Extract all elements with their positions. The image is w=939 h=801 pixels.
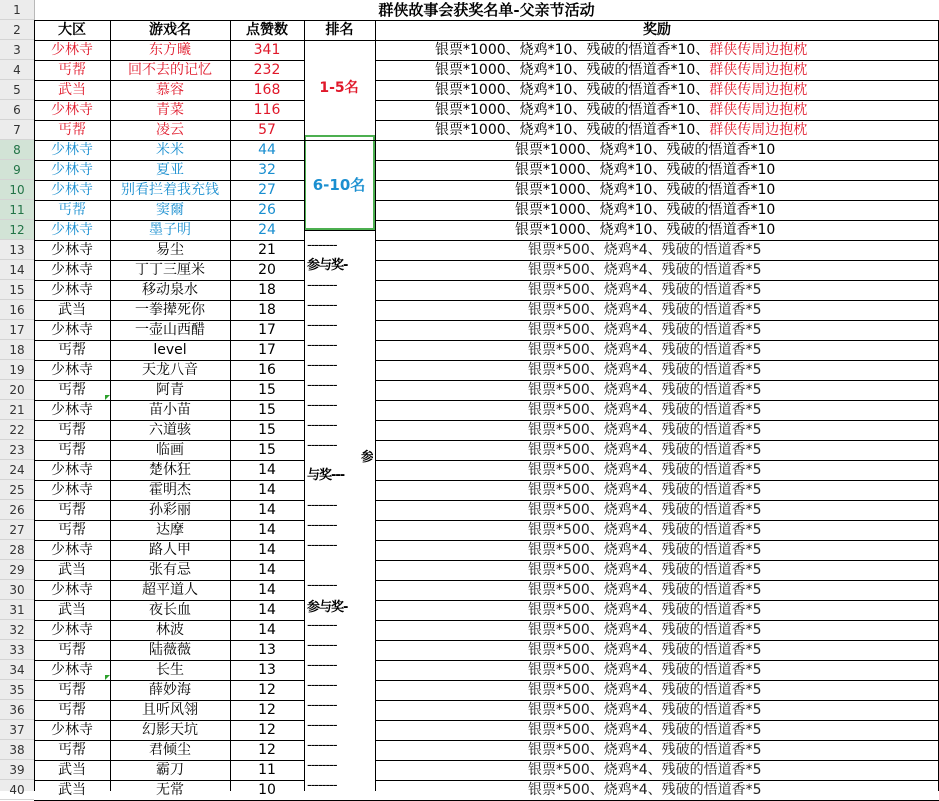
row-number[interactable]: 3 <box>0 40 34 60</box>
cell-game-name[interactable]: 君倾尘 <box>149 742 191 758</box>
reward-pillow-text: 群侠传周边抱枕 <box>709 82 808 98</box>
cell-marker-icon <box>105 395 110 400</box>
cell-likes[interactable]: 232 <box>253 62 281 78</box>
cell-reward[interactable]: 银票*500、烧鸡*4、残破的悟道香*5 <box>528 282 762 298</box>
rank-dash-text: -------- <box>307 658 337 673</box>
cell-likes[interactable]: 44 <box>258 142 276 158</box>
cell-likes[interactable]: 15 <box>258 382 276 398</box>
row-number[interactable]: 33 <box>0 640 34 660</box>
cell-region[interactable]: 少林寺 <box>51 42 93 58</box>
cell-reward[interactable]: 银票*500、烧鸡*4、残破的悟道香*5 <box>528 542 762 558</box>
reward-pillow-text: 群侠传周边抱枕 <box>709 62 808 78</box>
row-number[interactable]: 19 <box>0 360 34 380</box>
rank-dash-text: -------- <box>307 278 337 293</box>
rank-dash-text: -------- <box>307 498 337 513</box>
cell-reward[interactable]: 银票*500、烧鸡*4、残破的悟道香*5 <box>528 382 762 398</box>
cell-region[interactable]: 丐帮 <box>58 122 86 138</box>
cell-reward[interactable]: 银票*500、烧鸡*4、残破的悟道香*5 <box>528 562 762 578</box>
cell-region[interactable]: 丐帮 <box>58 202 86 218</box>
cell-likes[interactable]: 20 <box>258 262 276 278</box>
cell-region[interactable]: 少林寺 <box>51 182 93 198</box>
rank-label-top10[interactable]: 6-10名 <box>312 176 366 194</box>
cell-likes[interactable]: 14 <box>258 582 276 598</box>
row-number[interactable]: 6 <box>0 100 34 120</box>
cell-likes[interactable]: 14 <box>258 462 276 478</box>
cell-likes[interactable]: 18 <box>258 282 276 298</box>
cell-reward[interactable]: 银票*500、烧鸡*4、残破的悟道香*5 <box>528 582 762 598</box>
cell-game-name[interactable]: 孙彩丽 <box>149 502 191 518</box>
reward-text: 银票*1000、烧鸡*10、残破的悟道香*10、 <box>435 82 710 98</box>
rank-label-participation: 参与奖- <box>307 258 348 273</box>
cell-game-name[interactable]: 达摩 <box>156 522 184 538</box>
cell-likes[interactable]: 17 <box>258 342 276 358</box>
cell-likes[interactable]: 12 <box>258 742 276 758</box>
cell-game-name[interactable]: 霸刀 <box>156 762 184 778</box>
reward-text: 银票*1000、烧鸡*10、残破的悟道香*10、 <box>435 102 710 118</box>
cell-region[interactable]: 丐帮 <box>58 642 86 658</box>
row-number[interactable]: 36 <box>0 700 34 720</box>
selected-cell-range[interactable] <box>304 135 375 230</box>
cell-likes[interactable]: 24 <box>258 222 276 238</box>
cell-region[interactable]: 少林寺 <box>51 262 93 278</box>
row-number[interactable]: 11 <box>0 200 34 220</box>
cell-reward[interactable]: 银票*500、烧鸡*4、残破的悟道香*5 <box>528 762 762 778</box>
row-number[interactable]: 29 <box>0 560 34 580</box>
cell-region[interactable]: 少林寺 <box>51 322 93 338</box>
row-header-column <box>0 0 35 797</box>
grid-line <box>304 20 305 791</box>
cell-likes[interactable]: 14 <box>258 482 276 498</box>
cell-region[interactable]: 少林寺 <box>51 102 93 118</box>
cell-likes[interactable]: 14 <box>258 502 276 518</box>
row-number[interactable]: 16 <box>0 300 34 320</box>
cell-reward[interactable] <box>375 40 939 60</box>
cell-game-name[interactable]: 青菜 <box>156 102 184 118</box>
cell-region[interactable]: 少林寺 <box>51 462 93 478</box>
sheet-title[interactable]: 群侠故事会获奖名单-父亲节活动 <box>378 1 595 19</box>
cell-reward[interactable]: 银票*500、烧鸡*4、残破的悟道香*5 <box>528 442 762 458</box>
reward-text: 银票*1000、烧鸡*10、残破的悟道香*10、 <box>435 122 710 138</box>
cell-game-name[interactable]: 天龙八音 <box>142 362 198 378</box>
cell-reward[interactable]: 银票*500、烧鸡*4、残破的悟道香*5 <box>528 502 762 518</box>
cell-reward[interactable]: 银票*1000、烧鸡*10、残破的悟道香*10 <box>515 202 776 218</box>
row-number[interactable]: 23 <box>0 440 34 460</box>
reward-text: 银票*1000、烧鸡*10、残破的悟道香*10、 <box>435 62 710 78</box>
rank-dash-text: -------- <box>307 398 337 413</box>
cell-reward[interactable]: 银票*500、烧鸡*4、残破的悟道香*5 <box>528 622 762 638</box>
grid-line <box>34 20 939 21</box>
cell-game-name[interactable]: 霍明杰 <box>149 482 191 498</box>
row-number[interactable]: 15 <box>0 280 34 300</box>
cell-region[interactable]: 丐帮 <box>58 742 86 758</box>
cell-reward[interactable] <box>375 80 939 100</box>
cell-region[interactable]: 丐帮 <box>58 382 86 398</box>
cell-game-name[interactable]: 凌云 <box>156 122 184 138</box>
cell-likes[interactable]: 14 <box>258 602 276 618</box>
cell-reward[interactable]: 银票*1000、烧鸡*10、残破的悟道香*10 <box>515 182 776 198</box>
row-number[interactable]: 18 <box>0 340 34 360</box>
cell-region[interactable]: 丐帮 <box>58 422 86 438</box>
cell-reward[interactable]: 银票*500、烧鸡*4、残破的悟道香*5 <box>528 522 762 538</box>
cell-game-name[interactable]: 六道骇 <box>149 422 191 438</box>
cell-region[interactable]: 少林寺 <box>51 282 93 298</box>
rank-dash-text: -------- <box>307 538 337 553</box>
row-number[interactable]: 2 <box>0 20 34 40</box>
row-number[interactable]: 14 <box>0 260 34 280</box>
rank-dash-text: -------- <box>307 738 337 753</box>
header-likes[interactable]: 点赞数 <box>246 22 288 38</box>
cell-likes[interactable]: 116 <box>253 102 281 118</box>
cell-game-name[interactable]: 丁丁三厘米 <box>135 262 205 278</box>
cell-likes[interactable]: 14 <box>258 562 276 578</box>
row-number[interactable]: 25 <box>0 480 34 500</box>
cell-region[interactable]: 武当 <box>58 302 86 318</box>
row-number[interactable]: 5 <box>0 80 34 100</box>
row-number[interactable]: 13 <box>0 240 34 260</box>
cell-region[interactable]: 丐帮 <box>58 702 86 718</box>
grid-line <box>304 230 375 231</box>
cell-reward[interactable]: 银票*500、烧鸡*4、残破的悟道香*5 <box>528 242 762 258</box>
cell-reward[interactable]: 银票*500、烧鸡*4、残破的悟道香*5 <box>528 602 762 618</box>
cell-likes[interactable]: 32 <box>258 162 276 178</box>
cell-region[interactable]: 武当 <box>58 562 86 578</box>
cell-region[interactable]: 丐帮 <box>58 62 86 78</box>
cell-region[interactable]: 丐帮 <box>58 342 86 358</box>
cell-region[interactable]: 少林寺 <box>51 242 93 258</box>
row-number[interactable]: 17 <box>0 320 34 340</box>
cell-region[interactable]: 少林寺 <box>51 542 93 558</box>
rank-dash-text: -------- <box>307 638 337 653</box>
cell-game-name[interactable]: 夏亚 <box>156 162 184 178</box>
cell-region[interactable]: 武当 <box>58 782 86 798</box>
cell-game-name[interactable]: 路人甲 <box>149 542 191 558</box>
rank-label-participation-part: 与奖--- <box>307 468 345 483</box>
rank-dash-text: -------- <box>307 678 337 693</box>
cell-region[interactable]: 少林寺 <box>51 402 93 418</box>
grid-line <box>304 140 375 141</box>
cell-reward[interactable] <box>375 60 939 80</box>
row-number[interactable]: 8 <box>0 140 34 160</box>
cell-likes[interactable]: 27 <box>258 182 276 198</box>
cell-game-name[interactable]: 楚休狂 <box>149 462 191 478</box>
cell-game-name[interactable]: 东方曦 <box>149 42 191 58</box>
cell-game-name[interactable]: 超平道人 <box>142 582 198 598</box>
rank-dash-text: -------- <box>307 298 337 313</box>
cell-likes[interactable]: 10 <box>258 782 276 798</box>
cell-reward[interactable]: 银票*1000、烧鸡*10、残破的悟道香*10 <box>515 162 776 178</box>
rank-dash-text: -------- <box>307 618 337 633</box>
rank-dash-text: -------- <box>307 518 337 533</box>
cell-likes[interactable]: 341 <box>253 42 281 58</box>
cell-region[interactable]: 丐帮 <box>58 522 86 538</box>
cell-reward[interactable]: 银票*500、烧鸡*4、残破的悟道香*5 <box>528 462 762 478</box>
cell-reward[interactable]: 银票*500、烧鸡*4、残破的悟道香*5 <box>528 642 762 658</box>
cell-likes[interactable]: 11 <box>258 762 276 778</box>
cell-game-name[interactable]: 苗小苗 <box>149 402 191 418</box>
cell-likes[interactable]: 21 <box>258 242 276 258</box>
cell-game-name[interactable]: 无常 <box>156 782 184 798</box>
cell-reward[interactable]: 银票*500、烧鸡*4、残破的悟道香*5 <box>528 362 762 378</box>
cell-region[interactable]: 少林寺 <box>51 482 93 498</box>
reward-pillow-text: 群侠传周边抱枕 <box>709 42 808 58</box>
spreadsheet-grid <box>34 0 939 798</box>
cell-likes[interactable]: 26 <box>258 202 276 218</box>
cell-reward[interactable]: 银票*500、烧鸡*4、残破的悟道香*5 <box>528 482 762 498</box>
row-number[interactable]: 10 <box>0 180 34 200</box>
cell-likes[interactable]: 16 <box>258 362 276 378</box>
cell-game-name[interactable]: 长生 <box>156 662 184 678</box>
cell-region[interactable]: 武当 <box>58 82 86 98</box>
cell-reward[interactable]: 银票*500、烧鸡*4、残破的悟道香*5 <box>528 742 762 758</box>
rank-dash-text: -------- <box>307 378 337 393</box>
cell-game-name[interactable]: 移动泉水 <box>142 282 198 298</box>
cell-reward[interactable]: 银票*500、烧鸡*4、残破的悟道香*5 <box>528 722 762 738</box>
cell-reward[interactable]: 银票*1000、烧鸡*10、残破的悟道香*10 <box>515 222 776 238</box>
row-number[interactable]: 28 <box>0 540 34 560</box>
row-number[interactable]: 40 <box>0 780 34 800</box>
row-number[interactable]: 24 <box>0 460 34 480</box>
cell-likes[interactable]: 15 <box>258 402 276 418</box>
cell-game-name[interactable]: 且听风翎 <box>142 702 198 718</box>
cell-likes[interactable]: 15 <box>258 442 276 458</box>
row-number[interactable]: 20 <box>0 380 34 400</box>
cell-reward[interactable]: 银票*500、烧鸡*4、残破的悟道香*5 <box>528 682 762 698</box>
header-rank[interactable]: 排名 <box>325 22 354 38</box>
cell-game-name[interactable]: 陆薇薇 <box>149 642 191 658</box>
cell-game-name[interactable]: 墨子明 <box>149 222 191 238</box>
rank-dash-text: -------- <box>307 698 337 713</box>
cell-likes[interactable]: 13 <box>258 642 276 658</box>
cell-region[interactable]: 少林寺 <box>51 142 93 158</box>
cell-region[interactable]: 少林寺 <box>51 722 93 738</box>
cell-likes[interactable]: 17 <box>258 322 276 338</box>
cell-reward[interactable]: 银票*500、烧鸡*4、残破的悟道香*5 <box>528 662 762 678</box>
row-number[interactable]: 26 <box>0 500 34 520</box>
row-number[interactable]: 7 <box>0 120 34 140</box>
cell-reward[interactable]: 银票*500、烧鸡*4、残破的悟道香*5 <box>528 322 762 338</box>
cell-region[interactable]: 少林寺 <box>51 662 93 678</box>
cell-reward[interactable]: 银票*500、烧鸡*4、残破的悟道香*5 <box>528 342 762 358</box>
cell-likes[interactable]: 15 <box>258 422 276 438</box>
header-region[interactable]: 大区 <box>58 22 86 38</box>
cell-game-name[interactable]: 幻影天坑 <box>142 722 198 738</box>
row-number[interactable]: 39 <box>0 760 34 780</box>
cell-game-name[interactable]: 薛妙海 <box>149 682 191 698</box>
cell-region[interactable]: 少林寺 <box>51 582 93 598</box>
cell-game-name[interactable]: 林波 <box>156 622 184 638</box>
cell-game-name[interactable]: 夜长血 <box>149 602 191 618</box>
row-number[interactable]: 21 <box>0 400 34 420</box>
cell-likes[interactable]: 14 <box>258 542 276 558</box>
cell-region[interactable]: 丐帮 <box>58 502 86 518</box>
row-number[interactable]: 31 <box>0 600 34 620</box>
cell-game-name[interactable]: 一拳撵死你 <box>135 302 205 318</box>
cell-reward[interactable] <box>375 120 939 140</box>
cell-likes[interactable]: 12 <box>258 682 276 698</box>
cell-reward[interactable]: 银票*500、烧鸡*4、残破的悟道香*5 <box>528 402 762 418</box>
row-number[interactable]: 35 <box>0 680 34 700</box>
reward-pillow-text: 群侠传周边抱枕 <box>709 122 808 138</box>
cell-game-name[interactable]: 一壶山西醋 <box>135 322 205 338</box>
cell-reward[interactable] <box>375 100 939 120</box>
rank-label-participation-part: 参 <box>360 450 373 465</box>
cell-likes[interactable]: 14 <box>258 622 276 638</box>
cell-region[interactable]: 丐帮 <box>58 442 86 458</box>
cell-region[interactable]: 少林寺 <box>51 162 93 178</box>
rank-dash-text: -------- <box>307 778 337 793</box>
cell-marker-icon <box>105 675 110 680</box>
cell-likes[interactable]: 57 <box>258 122 276 138</box>
header-reward[interactable]: 奖励 <box>643 22 671 38</box>
cell-region[interactable]: 丐帮 <box>58 682 86 698</box>
cell-game-name[interactable]: 阿青 <box>156 382 184 398</box>
rank-dash-text: -------- <box>307 418 337 433</box>
row-number[interactable]: 32 <box>0 620 34 640</box>
row-number[interactable]: 38 <box>0 740 34 760</box>
cell-game-name[interactable]: 慕容 <box>156 82 184 98</box>
cell-reward[interactable]: 银票*500、烧鸡*4、残破的悟道香*5 <box>528 702 762 718</box>
rank-dash-text: -------- <box>307 318 337 333</box>
cell-reward[interactable]: 银票*500、烧鸡*4、残破的悟道香*5 <box>528 782 762 798</box>
cell-likes[interactable]: 12 <box>258 722 276 738</box>
cell-game-name[interactable]: 临画 <box>156 442 184 458</box>
cell-reward[interactable]: 银票*500、烧鸡*4、残破的悟道香*5 <box>528 262 762 278</box>
cell-game-name[interactable]: 张有忌 <box>149 562 191 578</box>
cell-game-name[interactable]: 窦爾 <box>156 202 184 218</box>
cell-game-name[interactable]: level <box>153 342 187 358</box>
row-number[interactable]: 9 <box>0 160 34 180</box>
cell-region[interactable]: 少林寺 <box>51 622 93 638</box>
row-number[interactable]: 27 <box>0 520 34 540</box>
rank-dash-text: -------- <box>307 238 337 253</box>
row-number[interactable]: 1 <box>0 0 34 20</box>
rank-label-top5[interactable]: 1-5名 <box>319 80 359 96</box>
rank-dash-text: -------- <box>307 758 337 773</box>
cell-region[interactable]: 武当 <box>58 602 86 618</box>
row-number[interactable]: 22 <box>0 420 34 440</box>
cell-game-name[interactable]: 易尘 <box>156 242 184 258</box>
cell-reward[interactable]: 银票*500、烧鸡*4、残破的悟道香*5 <box>528 302 762 318</box>
cell-likes[interactable]: 12 <box>258 702 276 718</box>
cell-game-name[interactable]: 别看拦着我充钱 <box>121 182 219 198</box>
cell-game-name[interactable]: 回不去的记忆 <box>128 62 212 78</box>
cell-reward[interactable]: 银票*1000、烧鸡*10、残破的悟道香*10 <box>515 142 776 158</box>
row-number[interactable]: 4 <box>0 60 34 80</box>
rank-dash-text: -------- <box>307 358 337 373</box>
header-game-name[interactable]: 游戏名 <box>149 22 191 38</box>
row-number[interactable]: 34 <box>0 660 34 680</box>
reward-text: 银票*1000、烧鸡*10、残破的悟道香*10、 <box>435 42 710 58</box>
cell-likes[interactable]: 18 <box>258 302 276 318</box>
row-number[interactable]: 37 <box>0 720 34 740</box>
cell-likes[interactable]: 13 <box>258 662 276 678</box>
rank-dash-text: -------- <box>307 338 337 353</box>
cell-likes[interactable]: 168 <box>253 82 281 98</box>
rank-dash-text: -------- <box>307 718 337 733</box>
cell-game-name[interactable]: 米米 <box>156 142 184 158</box>
cell-region[interactable]: 少林寺 <box>51 222 93 238</box>
row-number[interactable]: 12 <box>0 220 34 240</box>
rank-dash-text: -------- <box>307 438 337 453</box>
cell-reward[interactable]: 银票*500、烧鸡*4、残破的悟道香*5 <box>528 422 762 438</box>
reward-pillow-text: 群侠传周边抱枕 <box>709 102 808 118</box>
cell-region[interactable]: 少林寺 <box>51 362 93 378</box>
rank-dash-text: -------- <box>307 578 337 593</box>
row-number[interactable]: 30 <box>0 580 34 600</box>
cell-likes[interactable]: 14 <box>258 522 276 538</box>
rank-label-participation: 参与奖- <box>307 600 348 615</box>
cell-region[interactable]: 武当 <box>58 762 86 778</box>
